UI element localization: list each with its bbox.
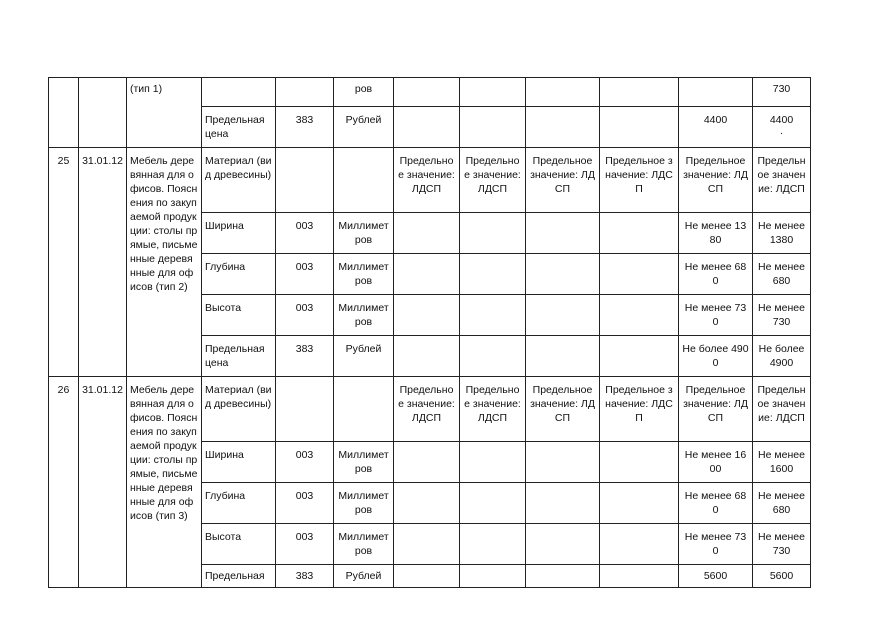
value-cell — [526, 254, 600, 295]
value-cell: Не менее 680 — [679, 483, 753, 524]
value-cell — [526, 524, 600, 565]
value-cell: Предельно е значение: ЛДСП — [460, 377, 526, 442]
row-number-cell: 25 — [49, 148, 79, 377]
value-cell: Не менее 680 — [753, 483, 811, 524]
value-cell — [600, 336, 679, 377]
unit-cell: Миллимет ров — [334, 483, 394, 524]
characteristic-cell: Предельная цена — [202, 107, 276, 148]
unit-cell — [334, 148, 394, 213]
value-cell — [394, 442, 460, 483]
unit-cell: Миллимет ров — [334, 254, 394, 295]
value-cell: Не менее 730 — [753, 295, 811, 336]
table-row — [49, 78, 811, 107]
code-cell: 003 — [276, 442, 334, 483]
characteristic-cell: Предельная цена — [202, 336, 276, 377]
product-name-cell: (тип 1) — [127, 78, 202, 148]
characteristic-cell: Предельная — [202, 565, 276, 588]
characteristic-cell: Материал (вид древесины) — [202, 148, 276, 213]
date-cell — [79, 78, 127, 148]
value-cell — [526, 107, 600, 148]
code-cell: 383 — [276, 107, 334, 148]
value-cell — [460, 213, 526, 254]
code-cell: 003 — [276, 254, 334, 295]
value-cell: Предельн ое значение: ЛДСП — [753, 377, 811, 442]
value-cell — [526, 483, 600, 524]
value-cell — [600, 254, 679, 295]
value-cell — [526, 213, 600, 254]
unit-cell: Миллимет ров — [334, 295, 394, 336]
value-cell: Не менее 730 — [679, 524, 753, 565]
value-cell — [600, 213, 679, 254]
value-cell — [526, 336, 600, 377]
value-cell — [460, 565, 526, 588]
value-cell — [600, 295, 679, 336]
value-cell: Не более 4900 — [753, 336, 811, 377]
characteristic-cell: Глубина — [202, 483, 276, 524]
value-cell: Не менее 730 — [679, 295, 753, 336]
value-cell: Предельное значение: ЛДСП — [526, 148, 600, 213]
value-cell: Предельн ое значение: ЛДСП — [753, 148, 811, 213]
unit-cell: Миллимет ров — [334, 442, 394, 483]
value-cell — [600, 78, 679, 107]
value-cell: Не менее 1380 — [679, 213, 753, 254]
value-cell: 5600 — [753, 565, 811, 588]
value-cell — [600, 483, 679, 524]
code-cell: 003 — [276, 295, 334, 336]
characteristic-cell: Глубина — [202, 254, 276, 295]
value-cell — [394, 336, 460, 377]
value-cell — [394, 483, 460, 524]
value-cell: Предельное значение: ЛДСП — [526, 377, 600, 442]
value-cell: Предельно е значение: ЛДСП — [394, 377, 460, 442]
value-cell: Предельное значение: ЛДСП — [679, 148, 753, 213]
code-cell: 383 — [276, 565, 334, 588]
unit-cell: Миллимет ров — [334, 213, 394, 254]
unit-cell: Рублей — [334, 565, 394, 588]
requirements-table — [48, 77, 811, 588]
code-cell — [276, 78, 334, 107]
value-cell: 730 — [753, 78, 811, 107]
value-cell — [600, 107, 679, 148]
value-cell — [460, 524, 526, 565]
value-cell: Не менее 1600 — [679, 442, 753, 483]
value-cell: Предельное значение: ЛДСП — [679, 377, 753, 442]
characteristic-cell: Ширина — [202, 213, 276, 254]
value-cell — [600, 442, 679, 483]
date-cell: 31.01.12 — [79, 377, 127, 588]
value-cell: 4400 — [679, 107, 753, 148]
table-row — [49, 148, 811, 213]
value-cell — [526, 565, 600, 588]
value-cell: Предельное значение: ЛДСП — [600, 377, 679, 442]
value-text: 4400 — [769, 114, 794, 126]
value-cell — [394, 107, 460, 148]
value-cell — [600, 524, 679, 565]
value-cell — [394, 565, 460, 588]
characteristic-cell — [202, 78, 276, 107]
value-cell: Предельное значение: ЛДСП — [600, 148, 679, 213]
value-cell — [526, 295, 600, 336]
unit-cell — [334, 377, 394, 442]
value-cell — [460, 442, 526, 483]
product-name-cell: Мебель деревянная для офисов. Пояснения по закупаемой продукции: столы прямые, письменные деревянные для офисов (тип 3) — [127, 377, 202, 588]
value-cell — [526, 442, 600, 483]
characteristic-cell: Материал (вид древесины) — [202, 377, 276, 442]
value-cell — [394, 254, 460, 295]
value-cell — [460, 295, 526, 336]
value-cell — [460, 336, 526, 377]
value-cell — [679, 78, 753, 107]
code-cell — [276, 377, 334, 442]
value-cell — [394, 213, 460, 254]
value-cell — [460, 107, 526, 148]
value-cell — [526, 78, 600, 107]
code-cell: 003 — [276, 524, 334, 565]
characteristic-cell: Высота — [202, 524, 276, 565]
row-number-cell — [49, 78, 79, 148]
value-cell: Предельно е значение: ЛДСП — [460, 148, 526, 213]
code-cell: 003 — [276, 213, 334, 254]
date-cell: 31.01.12 — [79, 148, 127, 377]
characteristic-cell: Ширина — [202, 442, 276, 483]
value-cell: Предельно е значение: ЛДСП — [394, 148, 460, 213]
value-cell: Не более 4900 — [679, 336, 753, 377]
unit-cell: ров — [334, 78, 394, 107]
value-cell — [394, 524, 460, 565]
value-cell — [600, 565, 679, 588]
value-cell: Не менее 680 — [679, 254, 753, 295]
dot-mark: . — [780, 125, 783, 137]
product-name-cell: Мебель деревянная для офисов. Пояснения по закупаемой продукции: столы прямые, письменные деревянные для офисов (тип 2) — [127, 148, 202, 377]
value-cell — [753, 107, 811, 148]
row-number-cell: 26 — [49, 377, 79, 588]
value-cell — [460, 254, 526, 295]
value-cell — [394, 295, 460, 336]
value-cell: Не менее 1380 — [753, 213, 811, 254]
value-cell — [394, 78, 460, 107]
value-cell — [460, 483, 526, 524]
value-cell: Не менее 1600 — [753, 442, 811, 483]
unit-cell: Миллимет ров — [334, 524, 394, 565]
value-cell: Не менее 730 — [753, 524, 811, 565]
table-row — [49, 377, 811, 442]
unit-cell: Рублей — [334, 336, 394, 377]
value-cell: 5600 — [679, 565, 753, 588]
value-cell — [460, 78, 526, 107]
value-cell: Не менее 680 — [753, 254, 811, 295]
code-cell — [276, 148, 334, 213]
code-cell: 383 — [276, 336, 334, 377]
characteristic-cell: Высота — [202, 295, 276, 336]
unit-cell: Рублей — [334, 107, 394, 148]
code-cell: 003 — [276, 483, 334, 524]
